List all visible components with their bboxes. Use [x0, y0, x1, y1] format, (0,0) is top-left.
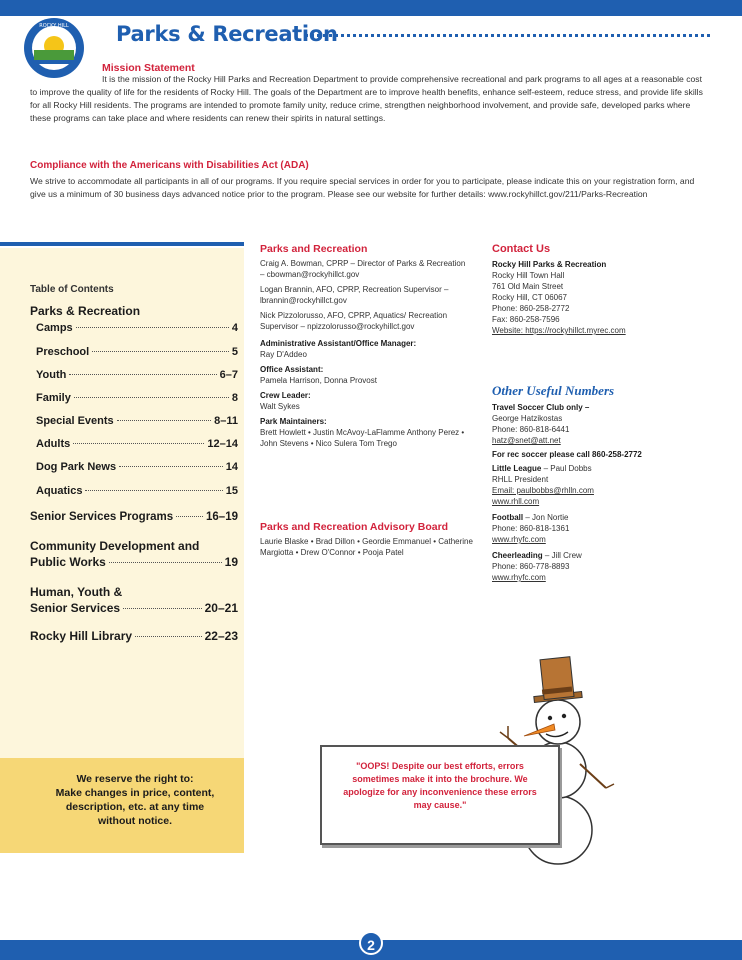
toc-heading: Table of Contents — [30, 284, 114, 295]
football-heading: Football — [492, 513, 524, 522]
reserve-notice-text — [20, 772, 250, 828]
staff-aquatics-supervisor: Nick Pizzolorusso, AFO, CPRP, Aquatics/ Recreation Supervisor – npizzolorusso@rockyhillct.gov — [260, 311, 448, 331]
toc-item-adults[interactable] — [36, 438, 238, 450]
toc-item-label: Special Events — [36, 415, 114, 427]
football-phone: Phone: 860-818-1361 — [492, 524, 570, 533]
little-league-heading: Little League — [492, 464, 542, 473]
admin-heading: Administrative Assistant/Office Manager: — [260, 339, 417, 348]
toc-item-preschool[interactable] — [36, 346, 238, 358]
staff-heading: Parks and Recreation — [260, 243, 368, 255]
toc-item-label: Senior Services Programs — [30, 511, 174, 523]
toc-item-label: Rocky Hill Library — [30, 629, 133, 643]
travel-soccer-phone: Phone: 860-818-6441 — [492, 425, 570, 434]
office-names: Pamela Harrison, Donna Provost — [260, 376, 377, 385]
toc-item-label-line1: Community Development and — [30, 539, 200, 553]
toc-item-label-line2: Public Works — [30, 555, 106, 569]
advisory-board-heading: Parks and Recreation Advisory Board — [260, 521, 449, 533]
office-heading: Office Assistant: — [260, 365, 324, 374]
toc-item-label: Youth — [36, 369, 67, 381]
football-contact: – Jon Nortie — [523, 513, 569, 522]
cheerleading-contact: – Jill Crew — [542, 551, 582, 560]
toc-item-label: Adults — [36, 438, 71, 450]
toc-item-community-development[interactable] — [30, 538, 238, 570]
little-league-website[interactable]: www.rhll.com — [492, 497, 540, 506]
ada-heading: Compliance with the Americans with Disabilities Act (ADA) — [30, 160, 309, 171]
toc-item-camps[interactable] — [36, 322, 238, 334]
toc-section-parks: Parks & Recreation — [30, 304, 141, 318]
toc-item-label: Camps — [36, 322, 73, 334]
toc-item-family[interactable] — [36, 392, 238, 404]
top-color-bar — [0, 0, 742, 16]
title-dotted-rule — [305, 34, 710, 37]
mission-statement-heading: Mission Statement — [102, 62, 195, 74]
park-maintainers-names: Brett Howlett • Justin McAvoy-LaFlamme Anthony Perez • John Stevens • Nico Sulera Tom Trego — [260, 428, 465, 448]
toc-item-page: 4 — [231, 322, 238, 334]
travel-soccer-contact: George Hatzikostas — [492, 414, 563, 423]
cheerleading-heading: Cheerleading — [492, 551, 543, 560]
toc-item-page: 5 — [231, 346, 238, 358]
toc-item-senior-services-programs[interactable] — [30, 511, 238, 523]
toc-item-page: 14 — [225, 461, 238, 473]
reserve-line: without notice. — [97, 815, 173, 827]
contact-line: Rocky Hill, CT 06067 — [492, 293, 567, 302]
svg-text:ROCKY HILL: ROCKY HILL — [39, 23, 69, 29]
toc-item-page: 12–14 — [207, 438, 238, 450]
page-number: 2 — [359, 931, 383, 955]
reserve-line: We reserve the right to: — [76, 773, 194, 785]
toc-item-label: Preschool — [36, 346, 90, 358]
toc-item-label-line1: Human, Youth & — [30, 585, 123, 599]
other-numbers-heading: Other Useful Numbers — [492, 383, 615, 398]
toc-item-label: Family — [36, 392, 71, 404]
staff-director: Craig A. Bowman, CPRP – Director of Parks & Recreation – cbowman@rockyhillct.gov — [260, 259, 466, 279]
little-league-role: RHLL President — [492, 475, 549, 484]
staff-rec-supervisor: Logan Brannin, AFO, CPRP, Recreation Supervisor – lbrannin@rockyhillct.gov — [260, 285, 449, 305]
toc-item-page: 16–19 — [206, 511, 238, 523]
travel-soccer-email[interactable]: hatz@snet@att.net — [492, 436, 561, 445]
admin-name: Ray D'Addeo — [260, 350, 307, 359]
contact-website-link[interactable]: Website: https://rockyhillct.myrec.com — [492, 326, 626, 335]
toc-item-page: 15 — [225, 485, 238, 497]
toc-item-page: 8–11 — [214, 415, 238, 427]
toc-item-page: 8 — [231, 392, 238, 404]
rocky-hill-seal-logo — [22, 16, 86, 80]
toc-item-label: Aquatics — [36, 485, 83, 497]
toc-item-aquatics[interactable] — [36, 485, 238, 497]
staff-list — [260, 258, 470, 449]
contact-line: Rocky Hill Town Hall — [492, 271, 565, 280]
contact-block — [492, 259, 712, 336]
reserve-line: description, etc. at any time — [65, 801, 205, 813]
football-website[interactable]: www.rhyfc.com — [492, 535, 546, 544]
toc-item-page: 19 — [224, 555, 238, 569]
crew-name: Walt Sykes — [260, 402, 300, 411]
little-league-email[interactable]: Email: paulbobbs@rhlln.com — [492, 486, 594, 495]
contact-org: Rocky Hill Parks & Recreation — [492, 260, 607, 269]
contact-fax: Fax: 860-258-7596 — [492, 315, 560, 324]
toc-item-page: 6–7 — [219, 369, 238, 381]
contact-heading: Contact Us — [492, 243, 551, 255]
page-title: Parks & Recreation — [116, 22, 338, 46]
ada-text: We strive to accommodate all participants in all of our programs. If you require special services in order for you to participate, please indicate this on your registration form, and give us a minimum of 30 business days advanced notice prior to the program. Please see our website for further details: www.rockyhillct.gov/211/Parks-Recreation — [30, 176, 695, 199]
contact-line: 761 Old Main Street — [492, 282, 564, 291]
contact-phone: Phone: 860-258-2772 — [492, 304, 570, 313]
crew-heading: Crew Leader: — [260, 391, 311, 400]
cheerleading-website[interactable]: www.rhyfc.com — [492, 573, 546, 582]
little-league-contact: – Paul Dobbs — [541, 464, 592, 473]
advisory-board-names: Laurie Blaske • Brad Dillon • Geordie Emmanuel • Catherine Margiotta • Drew O'Connor • Pooja Patel — [260, 537, 473, 557]
toc-item-page: 22–23 — [204, 629, 238, 643]
toc-item-rocky-hill-library[interactable] — [30, 629, 238, 643]
cheerleading-phone: Phone: 860-778-8893 — [492, 562, 570, 571]
reserve-line: Make changes in price, content, — [55, 787, 215, 799]
toc-item-label: Dog Park News — [36, 461, 117, 473]
toc-item-human-youth-senior[interactable] — [30, 584, 238, 616]
toc-item-youth[interactable] — [36, 369, 238, 381]
toc-item-dog-park-news[interactable] — [36, 461, 238, 473]
toc-item-special-events[interactable] — [36, 415, 238, 427]
rec-soccer-note: For rec soccer please call 860-258-2772 — [492, 450, 642, 459]
travel-soccer-heading: Travel Soccer Club only – — [492, 403, 590, 412]
mission-statement-text: It is the mission of the Rocky Hill Parks and Recreation Department to provide comprehensive recreational and park programs to all ages at a reasonable cost to improve the quality of life for the residents of Rocky Hill. The goals of the Department are to improve health benefits, enhance self-esteem, reduce stress, and provide life skills for all Rocky Hill residents. The programs are intended to promote family unity, reduce crime, strengthen neighborhood involvement, and provide safe, developed parks where these programs can take place and where residents can renew their spirits in natural settings. — [30, 74, 703, 123]
park-maintainers-heading: Park Maintainers: — [260, 417, 327, 426]
oops-message: "OOPS! Despite our best efforts, errors sometimes make it into the brochure. We apologize for any inconvenience these errors may cause." — [343, 761, 537, 810]
other-numbers-block — [492, 402, 717, 583]
toc-item-page: 20–21 — [204, 601, 238, 615]
toc-item-label-line2: Senior Services — [30, 601, 121, 615]
section-divider — [0, 242, 244, 246]
